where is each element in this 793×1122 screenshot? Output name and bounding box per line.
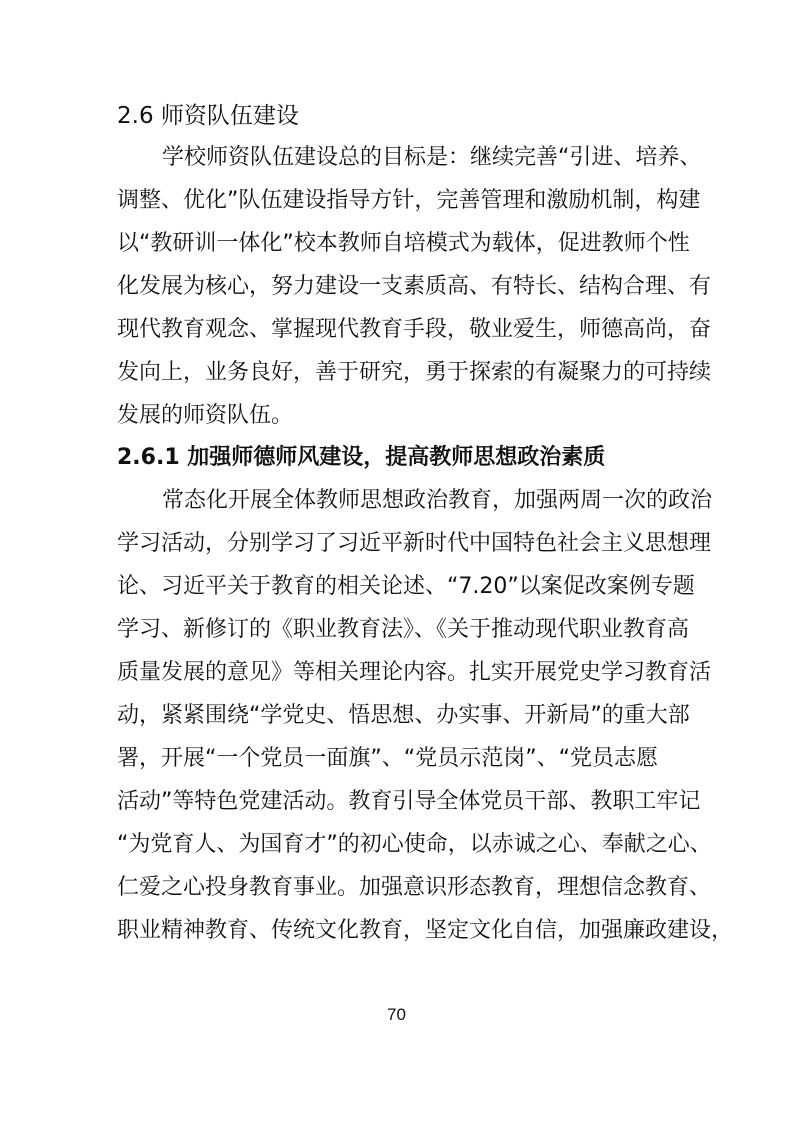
paragraph-line xyxy=(0,739,793,779)
intro-line-4: 化发展为核心，努力建设一支素质高、有特长、结构合理、有 xyxy=(117,274,712,299)
body-line-9: “为党育人、为国育才”的初心使命，以赤诚之心、奉献之心、 xyxy=(117,832,712,857)
intro-line-1: 学校师资队伍建设总的目标是：继续完善“引进、培养、 xyxy=(162,145,702,170)
intro-line-7: 发展的师资队伍。 xyxy=(117,403,294,428)
subsection-title: 2.6.1 加强师德师风建设，提高教师思想政治素质 xyxy=(117,445,606,470)
intro-line-6: 发向上，业务良好，善于研究，勇于探索的有凝聚力的可持续 xyxy=(117,360,712,385)
paragraph-line xyxy=(0,310,793,350)
intro-line-3: 以“教研训一体化”校本教师自培模式为载体，促进教师个性 xyxy=(117,231,690,256)
paragraph-line xyxy=(0,481,793,521)
paragraph-line xyxy=(0,567,793,607)
body-line-7: 署，开展“一个党员一面旗”、“党员示范岗”、“党员志愿 xyxy=(117,746,658,771)
paragraph-line xyxy=(0,224,793,264)
paragraph-line xyxy=(0,610,793,650)
paragraph-line xyxy=(0,825,793,865)
paragraph-line xyxy=(0,868,793,908)
paragraph-line xyxy=(0,911,793,951)
body-line-10: 仁爱之心投身教育事业。加强意识形态教育，理想信念教育、 xyxy=(117,875,712,900)
body-line-8: 活动”等特色党建活动。教育引导全体党员干部、教职工牢记 xyxy=(117,789,701,814)
section-title: 2.6 师资队伍建设 xyxy=(117,103,299,129)
page-number: 70 xyxy=(387,1005,406,1024)
paragraph-line xyxy=(0,653,793,693)
body-line-11: 职业精神教育、传统文化教育，坚定文化自信，加强廉政建设， xyxy=(117,918,734,943)
body-line-1: 常态化开展全体教师思想政治教育，加强两周一次的政治 xyxy=(162,488,713,513)
paragraph-line xyxy=(0,782,793,822)
paragraph-line xyxy=(0,396,793,436)
paragraph-line xyxy=(0,696,793,736)
intro-line-5: 现代教育观念、掌握现代教育手段，敬业爱生，师德高尚，奋 xyxy=(117,317,712,342)
paragraph-line xyxy=(0,181,793,221)
body-line-5: 质量发展的意见》等相关理论内容。扎实开展党史学习教育活 xyxy=(117,660,712,685)
body-line-3: 论、习近平关于教育的相关论述、“7.20”以案促改案例专题 xyxy=(117,574,695,599)
subsection-title-line xyxy=(0,438,793,478)
body-line-2: 学习活动，分别学习了习近平新时代中国特色社会主义思想理 xyxy=(117,531,712,556)
section-title-line xyxy=(0,96,793,136)
paragraph-line xyxy=(0,138,793,178)
body-line-6: 动，紧紧围绕“学党史、悟思想、办实事、开新局”的重大部 xyxy=(117,703,690,728)
paragraph-line xyxy=(0,353,793,393)
body-line-4: 学习、新修订的《职业教育法》、《关于推动现代职业教育高 xyxy=(117,617,690,642)
paragraph-line xyxy=(0,524,793,564)
intro-line-2: 调整、优化”队伍建设指导方针，完善管理和激励机制，构建 xyxy=(117,188,701,213)
paragraph-line xyxy=(0,267,793,307)
